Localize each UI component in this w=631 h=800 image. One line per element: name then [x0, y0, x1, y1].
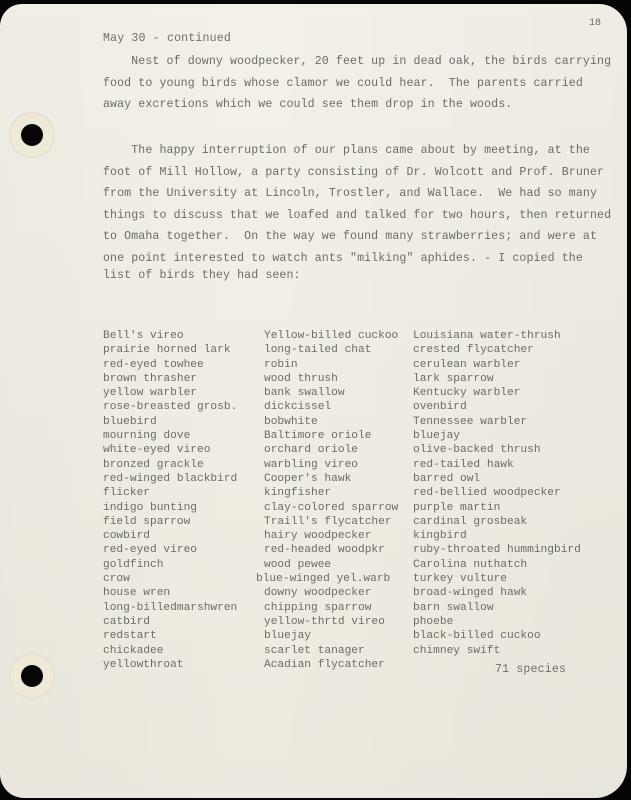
bird-list-item: prairie horned lark [103, 344, 231, 357]
bird-list-column-3 [413, 329, 581, 658]
bird-list-item: mourning dove [103, 430, 191, 443]
bird-list-item: warbling vireo [264, 458, 358, 471]
text-line: foot of Mill Hollow, a party consisting of Dr. Wolcott and Prof. Bruner [103, 165, 605, 179]
bird-list-item: hairy woodpecker [264, 530, 372, 543]
text-line: The happy interruption of our plans came about by meeting, at the [103, 144, 590, 157]
bird-list-item: rose-breasted grosb. [103, 401, 238, 414]
bird-list-item: dickcissel [264, 401, 332, 414]
bird-list-item: red-eyed vireo [103, 544, 197, 557]
text-line: one point interested to watch ants "milking" aphides. - I copied the [103, 251, 583, 265]
paragraph-meeting [103, 140, 612, 283]
bird-list-item: barn swallow [413, 601, 494, 614]
bird-list-item: long-tailed chat [264, 344, 372, 357]
bird-list-item: ovenbird [413, 401, 467, 414]
bird-list-item: olive-backed thrush [413, 444, 541, 457]
bird-list-item: cowbird [103, 530, 150, 543]
bird-list-item: downy woodpecker [264, 587, 372, 600]
bird-list-item: purple martin [413, 501, 501, 514]
bird-list-item: clay-colored sparrow [264, 501, 399, 514]
bird-list-item: redstart [103, 630, 157, 643]
bird-list-item: barred owl [413, 472, 481, 485]
bird-list-item: cerulean warbler [413, 358, 521, 371]
text-line: things to discuss that we loafed and talked for two hours, then returned [103, 208, 612, 222]
bird-list-item: white-eyed vireo [103, 444, 211, 457]
bird-list-item: Acadian flycatcher [264, 658, 385, 671]
bird-list-item: chipping sparrow [264, 601, 372, 614]
bird-list-item: red-winged blackbird [103, 472, 238, 485]
bird-list-item: bronzed grackle [103, 458, 204, 471]
bird-list-item: catbird [103, 615, 150, 628]
bird-list-item: black-billed cuckoo [413, 630, 541, 643]
bird-list-column-1 [103, 329, 237, 672]
bird-list-item: blue-winged yel.warb [256, 573, 391, 586]
bird-list-item: orchard oriole [264, 444, 358, 457]
bird-list-item: Louisiana water-thrush [413, 330, 561, 342]
bird-list-item: yellowthroat [103, 658, 184, 671]
bird-list-item: Carolina nuthatch [413, 558, 528, 571]
text-line: Nest of downy woodpecker, 20 feet up in dead oak, the birds carrying [103, 55, 612, 68]
bird-list-item: broad-winged hawk [413, 587, 528, 600]
bird-list-item: bluejay [413, 430, 460, 443]
bird-list-item: bluebird [103, 415, 157, 428]
typed-page [0, 4, 627, 798]
bird-list-item: Yellow-billed cuckoo [264, 330, 399, 342]
page-number: 18 [589, 18, 602, 29]
species-total: 71 species [495, 663, 567, 676]
text-line: food to young birds whose clamor we could hear. The parents carried [103, 76, 583, 90]
bird-list-item: scarlet tanager [264, 644, 365, 657]
bird-list-item: Cooper's hawk [264, 472, 352, 485]
hole-icon [21, 665, 43, 687]
hole-icon [21, 124, 43, 146]
text-line: away excretions which we could see them drop in the woods. [103, 98, 513, 111]
bird-list-column-2 [256, 329, 399, 672]
bird-list-item: Kentucky warbler [413, 387, 521, 400]
bird-list-item: kingbird [413, 530, 467, 543]
bird-list-item: red-tailed hawk [413, 458, 514, 471]
bird-list-item: wood thrush [264, 372, 338, 385]
paragraph-nest [103, 51, 612, 116]
bird-list-item: flicker [103, 487, 150, 500]
bird-list-item: bank swallow [264, 387, 345, 400]
bird-list-item: yellow warbler [103, 387, 197, 400]
binder-hole-bottom [9, 653, 55, 699]
bird-list-item: indigo bunting [103, 501, 197, 514]
bird-list-item: red-bellied woodpecker [413, 487, 561, 500]
bird-list-item: house wren [103, 587, 171, 600]
entry-heading: May 30 - continued [103, 32, 231, 45]
bird-list-item: Tennessee warbler [413, 415, 528, 428]
bird-list-item: Baltimore oriole [264, 430, 372, 443]
bird-list-item: brown thrasher [103, 372, 197, 385]
bird-list-item: Bell's vireo [103, 330, 184, 342]
bird-list-item: long-billedmarshwren [103, 601, 238, 614]
bird-list-item: Traill's flycatcher [264, 515, 392, 528]
bird-list-item: bobwhite [264, 415, 318, 428]
binder-hole-top [9, 112, 55, 158]
bird-list-item: phoebe [413, 615, 454, 628]
bird-list-item: crow [103, 573, 130, 586]
bird-list-item: goldfinch [103, 558, 164, 571]
bird-list-item: red-eyed towhee [103, 358, 204, 371]
bird-list-item: crested flycatcher [413, 344, 534, 357]
bird-list-item: field sparrow [103, 515, 191, 528]
bird-list-item: chimney swift [413, 644, 501, 657]
text-line: to Omaha together. On the way we found many strawberries; and were at [103, 230, 598, 243]
bird-list-item: lark sparrow [413, 372, 494, 385]
bird-list-item: robin [264, 358, 298, 371]
bird-list-item: red-headed woodpkr [264, 544, 385, 557]
text-line: from the University at Lincoln, Trostler, and Wallace. We had so many [103, 187, 598, 200]
bird-list-item: ruby-throated hummingbird [413, 544, 581, 557]
bird-list-item: kingfisher [264, 487, 332, 500]
bird-list-item: bluejay [264, 630, 311, 643]
bird-list-item: turkey vulture [413, 573, 507, 586]
text-line: list of birds they had seen: [103, 269, 301, 282]
bird-list-item: chickadee [103, 644, 164, 657]
bird-list-item: wood pewee [264, 558, 332, 571]
bird-list-item: cardinal grosbeak [413, 515, 528, 528]
bird-list-item: yellow-thrtd vireo [264, 615, 385, 628]
